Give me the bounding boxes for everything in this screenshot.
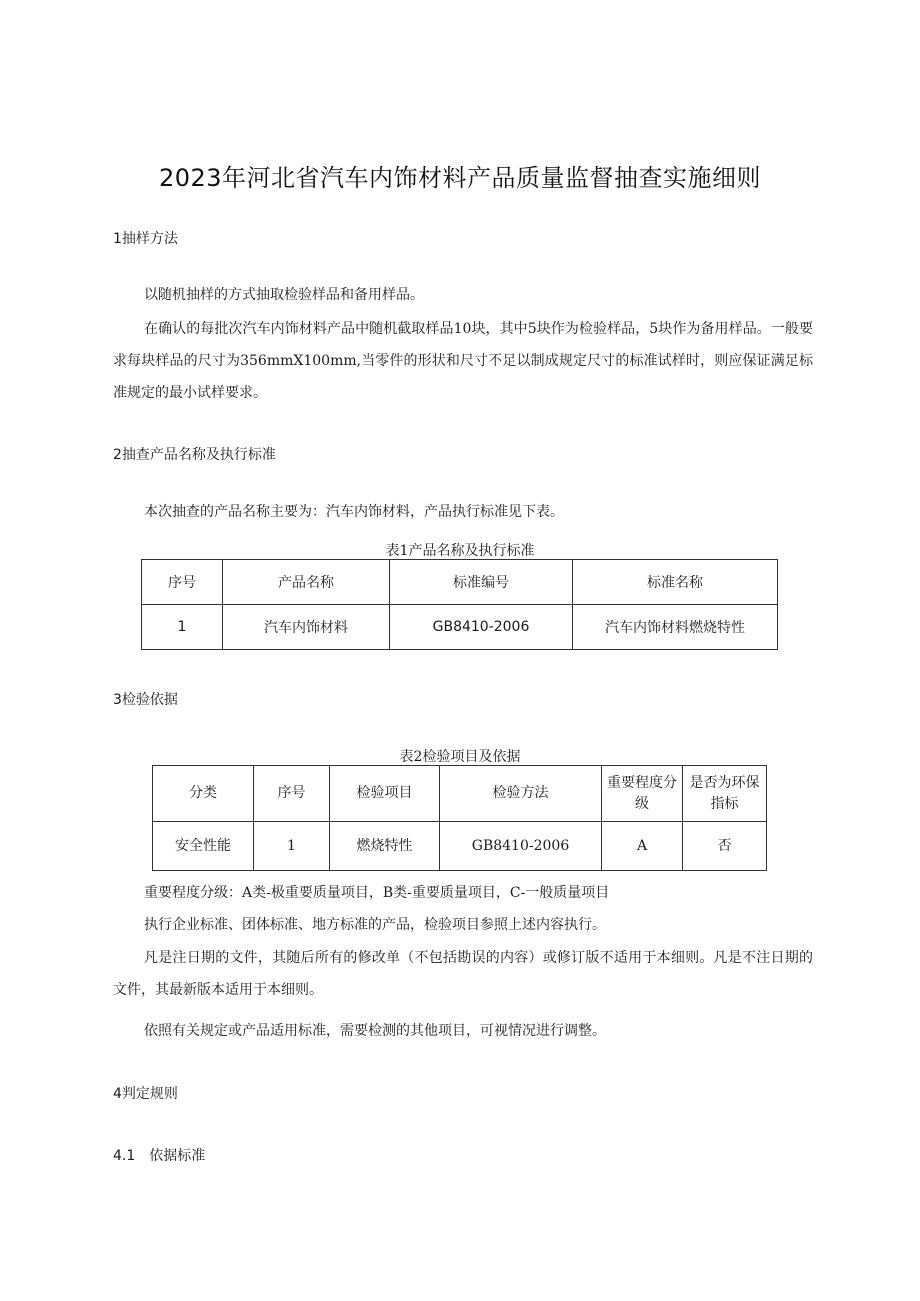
table-2-cell: GB8410-2006 — [440, 822, 602, 871]
table-2-cell: 否 — [683, 822, 767, 871]
table-1-cell: GB8410-2006 — [390, 605, 573, 650]
table-2-cell: A — [602, 822, 683, 871]
table-1-header-cell: 标准编号 — [390, 560, 573, 605]
document-title: 2023年河北省汽车内饰材料产品质量监督抽查实施细则 — [158, 164, 762, 192]
table-2-header-cell: 检验方法 — [440, 766, 602, 822]
section-2-paragraph-1: 本次抽查的产品名称主要为：汽车内饰材料，产品执行标准见下表。 — [144, 504, 564, 520]
table-2-cell: 安全性能 — [153, 822, 254, 871]
table-1-header-cell: 产品名称 — [223, 560, 390, 605]
table-row — [142, 605, 778, 650]
table-2-caption: 表2检验项目及依据 — [399, 749, 521, 765]
table-1-caption: 表1产品名称及执行标准 — [385, 543, 535, 559]
standards-note: 执行企业标准、团体标准、地方标准的产品，检验项目参照上述内容执行。 — [144, 917, 606, 933]
section-1-heading: 1抽样方法 — [113, 231, 178, 247]
table-2-header-cell: 重要程度分级 — [602, 766, 683, 822]
adjustment-note: 依照有关规定或产品适用标准，需要检测的其他项目，可视情况进行调整。 — [144, 1023, 606, 1039]
section-2-heading: 2抽查产品名称及执行标准 — [113, 447, 276, 463]
table-1-header-row — [142, 560, 778, 605]
table-1-cell: 1 — [142, 605, 223, 650]
table-row — [153, 822, 767, 871]
table-2 — [152, 765, 767, 871]
table-1 — [141, 559, 778, 650]
section-1-paragraph-2: 在确认的每批次汽车内饰材料产品中随机截取样品10块，其中5块作为检验样品，5块作为备用样品。一般要求每块样品的尺寸为356mmX100mm,当零件的形状和尺寸不足以制成规定尺寸的标准试样时，则应保证满足标准规定的最小试样要求。 — [113, 321, 813, 401]
section-1-paragraph-1: 以随机抽样的方式抽取检验样品和备用样品。 — [144, 287, 424, 303]
section-3-heading: 3检验依据 — [113, 692, 178, 708]
table-2-header-cell: 是否为环保指标 — [683, 766, 767, 822]
table-1-header-cell: 标准名称 — [573, 560, 778, 605]
table-1-cell: 汽车内饰材料 — [223, 605, 390, 650]
table-2-cell: 1 — [254, 822, 330, 871]
section-4-heading: 4判定规则 — [113, 1086, 178, 1102]
table-2-cell: 燃烧特性 — [330, 822, 440, 871]
grading-note: 重要程度分级：A类-极重要质量项目，B类-重要质量项目，C-一般质量项目 — [144, 885, 610, 901]
section-4-1-heading: 4.1 依据标准 — [113, 1148, 206, 1164]
table-2-header-cell: 序号 — [254, 766, 330, 822]
table-1-cell: 汽车内饰材料燃烧特性 — [573, 605, 778, 650]
dated-documents-note: 凡是注日期的文件，其随后所有的修改单（不包括勘误的内容）或修订版不适用于本细则。凡是不注日期的文件，其最新版本适用于本细则。 — [113, 950, 813, 998]
table-2-header-cell: 分类 — [153, 766, 254, 822]
table-2-header-cell: 检验项目 — [330, 766, 440, 822]
table-1-header-cell: 序号 — [142, 560, 223, 605]
table-2-header-row — [153, 766, 767, 822]
